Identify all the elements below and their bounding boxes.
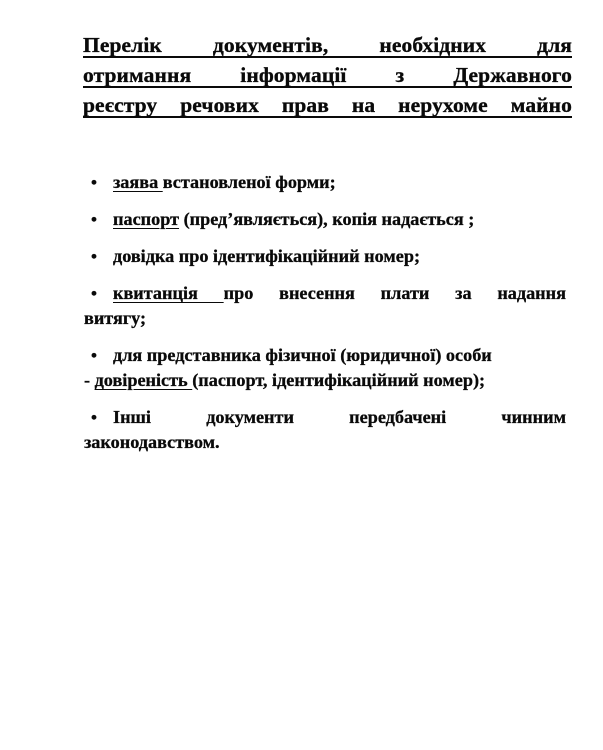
bullet-icon: •	[91, 247, 97, 266]
bullet-icon: •	[91, 173, 97, 192]
page-title-line-2: отримання інформації з Державного	[83, 63, 572, 88]
list-item	[84, 405, 566, 455]
list-item-rest: встановленої форми;	[162, 172, 336, 192]
list-item-rest: (пред’являється), копія надається ;	[179, 209, 475, 229]
list-item-text-line-2	[84, 368, 566, 393]
list-item-text	[84, 244, 566, 269]
bullet-icon: •	[91, 346, 97, 365]
list-item	[84, 281, 566, 331]
bullet-icon: •	[91, 210, 97, 229]
list-item-rest: довідка про ідентифікаційний номер;	[113, 246, 421, 266]
list-item-underlined-term: заява	[113, 172, 163, 192]
list-item-text-line-2: витягу;	[84, 308, 147, 328]
list-item	[84, 170, 566, 195]
list-item	[84, 207, 566, 232]
list-item	[84, 244, 566, 269]
list-item-underlined-term: паспорт	[113, 209, 180, 229]
document-list	[84, 170, 566, 467]
list-item-rest-visible: про внесення плати за надання	[223, 283, 566, 303]
list-item-underlined-term: довіреність	[94, 370, 193, 390]
list-item	[84, 343, 566, 393]
list-item-first-line: Інші документи передбачені чинним	[113, 407, 566, 427]
list-item-text-line-1	[84, 405, 566, 430]
list-item-text-line-2: законодавством.	[84, 432, 220, 452]
page-title-line-3: реєстру речових прав на нерухоме майно	[83, 93, 572, 118]
bullet-icon: •	[91, 284, 97, 303]
page-title-line-1: Перелік документів, необхідних для	[83, 33, 572, 58]
bullet-icon: •	[91, 408, 97, 427]
list-item-text-line-1	[84, 281, 566, 306]
list-item-text	[84, 170, 566, 195]
list-item-dash: -	[84, 370, 95, 390]
list-item-text-line-1	[84, 343, 566, 368]
list-item-underlined-term: квитанція	[113, 283, 224, 303]
list-item-first-line: для представника фізичної (юридичної) особи	[113, 345, 492, 365]
list-item-text	[84, 207, 566, 232]
list-item-rest: (паспорт, ідентифікаційний номер);	[192, 370, 486, 390]
page-title	[83, 30, 572, 120]
